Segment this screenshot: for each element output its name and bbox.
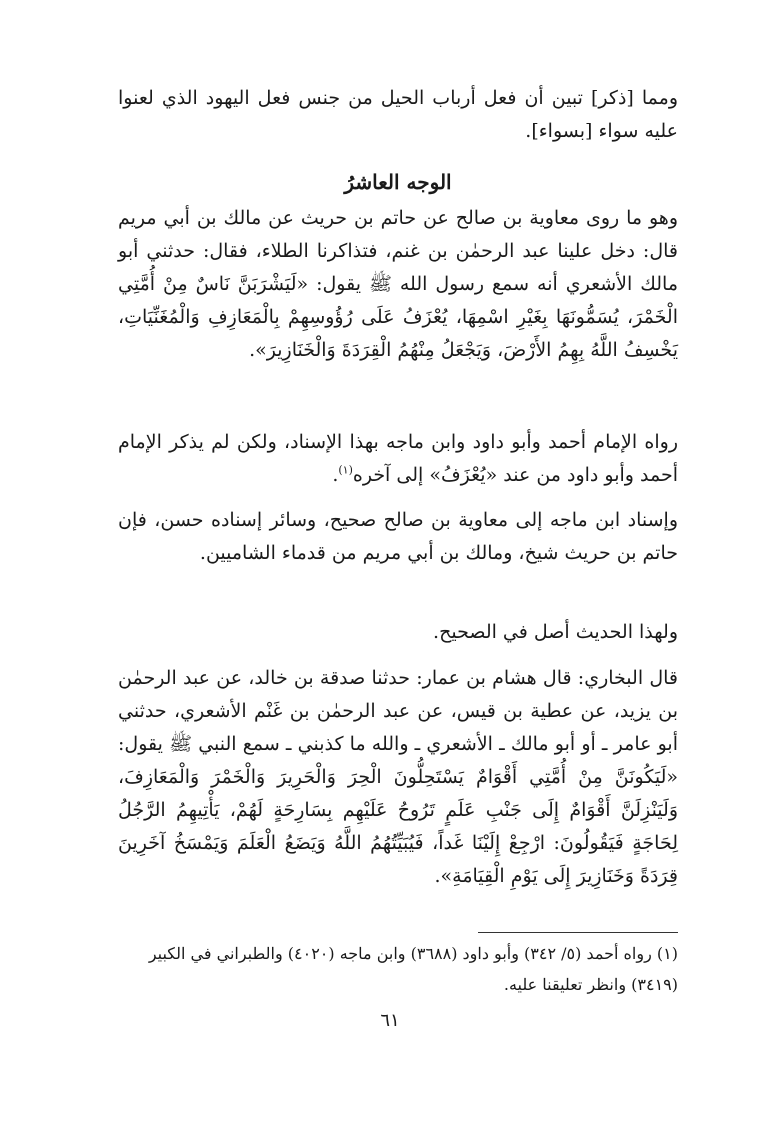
section-heading: الوجه العاشرُ xyxy=(344,170,452,194)
paragraph-isnad: وإسناد ابن ماجه إلى معاوية بن صالح صحيح، وسائر إسناده حسن، فإن حاتم بن حريث شيخ، ومالك بن أبي مريم من قدماء الشاميين. xyxy=(118,509,678,564)
paragraph-narration-text: رواه الإمام أحمد وأبو داود وابن ماجه بهذا الإسناد، ولكن لم يذكر الإمام أحمد وأبو داود من عند «يُعْزَفُ» إلى آخره xyxy=(118,431,678,486)
footnote-divider xyxy=(478,932,678,933)
footnote-reference: (١) xyxy=(338,463,353,477)
paragraph-intro: ومما [ذكر] تبين أن فعل أرباب الحيل من جنس فعل اليهود الذي لعنوا عليه سواء [بسواء]. xyxy=(118,87,678,142)
page-number: ٦١ xyxy=(380,1010,400,1031)
paragraph-hadith-1: وهو ما روى معاوية بن صالح عن حاتم بن حريث عن مالك بن أبي مريم قال: دخل علينا عبد الرحمٰن بن غنم، فتذاكرنا الطلاء، فقال: حدثني أبو مالك الأشعري أنه سمع رسول الله ﷺ يقول: «لَيَشْرَبَنَّ نَاسٌ مِنْ أُمَّتِي الْخَمْرَ، يُسَمُّونَهَا بِغَيْرِ اسْمِهَا، يُعْزَفُ عَلَى رُؤُوسِهِمْ بِالْمَعَازِفِ وَالْمُغَنِّيَاتِ، يَخْسِفُ اللَّهُ بِهِمُ الأَرْضَ، وَيَجْعَلُ مِنْهُمُ الْقِرَدَةَ وَالْخَنَازِيرَ». xyxy=(118,207,678,361)
paragraph-narration xyxy=(118,426,678,492)
footnote: (١) رواه أحمد (٥/ ٣٤٢) وأبو داود (٣٦٨٨) وابن ماجه (٤٠٢٠) والطبراني في الكبير (٣٤١٩) وانظر تعليقنا عليه. xyxy=(148,944,678,994)
paragraph-narration-end: . xyxy=(332,464,339,486)
paragraph-origin: ولهذا الحديث أصل في الصحيح. xyxy=(433,621,678,643)
paragraph-bukhari: قال البخاري: قال هشام بن عمار: حدثنا صدقة بن خالد، عن عبد الرحمٰن بن يزيد، عن عطية بن قيس، عن عبد الرحمٰن بن غَنْم الأشعري، حدثني أبو عامر ـ أو أبو مالك ـ الأشعري ـ والله ما كذبني ـ سمع النبي ﷺ يقول: «لَيَكُونَنَّ مِنْ أُمَّتِي أَقْوَامٌ يَسْتَحِلُّونَ الْحِرَ وَالْحَرِيرَ وَالْخَمْرَ وَالْمَعَازِفَ، وَلَيَنْزِلَنَّ أَقْوَامٌ إِلَى جَنْبِ عَلَمٍ تَرُوحُ عَلَيْهِم بِسَارِحَةٍ لَهُمْ، يَأْتِيهِمُ الرَّجُلُ لِحَاجَةٍ فَيَقُولُونَ: ارْجِعْ إِلَيْنَا غَداً، فَيُبَيِّتُهُمُ اللَّهُ وَيَضَعُ الْعَلَمَ وَيَمْسَخُ آخَرِينَ قِرَدَةً وَخَنَازِيرَ إِلَى يَوْمِ الْقِيَامَةِ». xyxy=(118,667,678,887)
